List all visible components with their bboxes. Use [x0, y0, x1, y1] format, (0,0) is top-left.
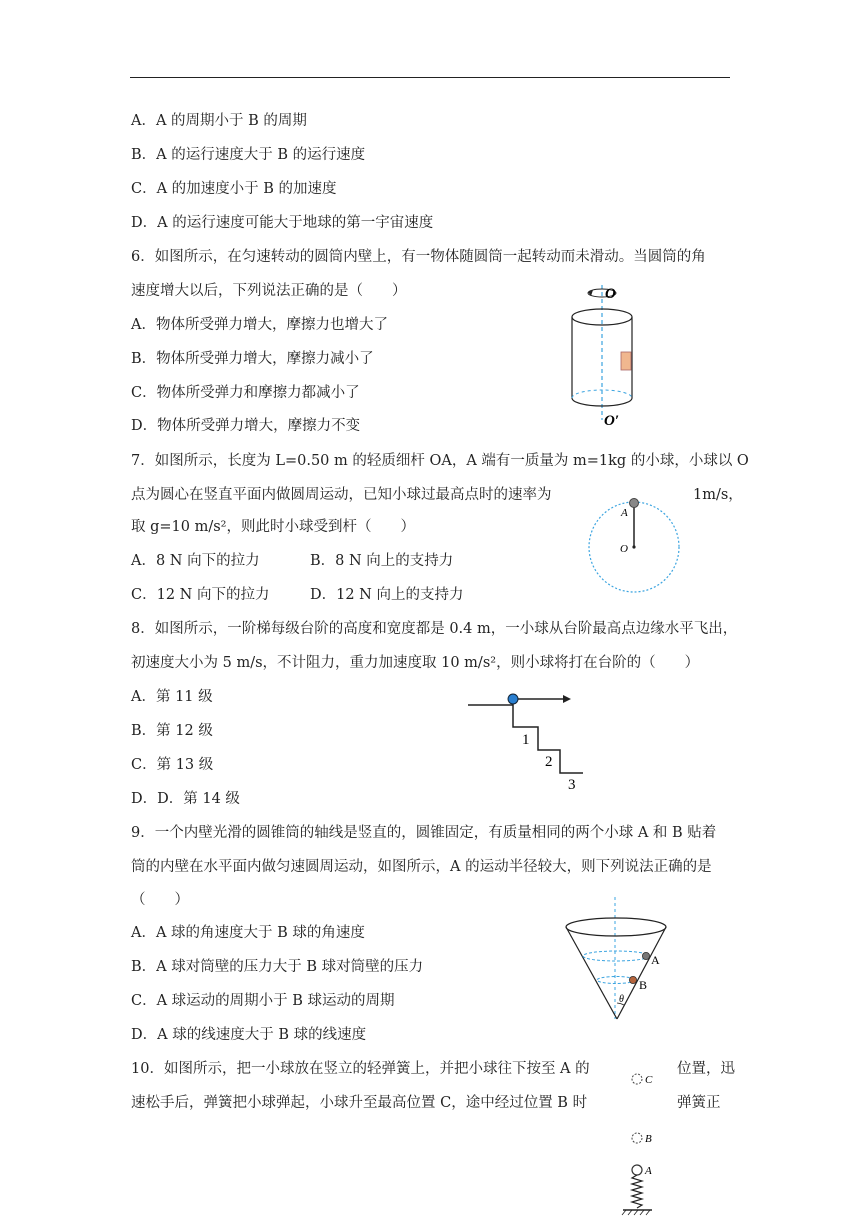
q6-option-d: D．物体所受弹力增大，摩擦力不变: [131, 418, 361, 434]
q5-option-d: D．A 的运行速度可能大于地球的第一宇宙速度: [131, 215, 434, 231]
q6-label-o: O: [605, 286, 616, 302]
q8-step-1: 1: [522, 732, 530, 748]
q9-option-d: D．A 球的线速度大于 B 球的线速度: [131, 1027, 367, 1043]
q5-option-c: C．A 的加速度小于 B 的加速度: [131, 181, 337, 197]
q7-option-c: C．12 N 向下的拉力: [131, 587, 270, 603]
q8-stairs-figure: [465, 688, 595, 798]
q10-stem-line1b: 位置，迅: [677, 1061, 735, 1077]
q10-label-a: A: [645, 1165, 652, 1177]
q9-option-a: A．A 球的角速度大于 B 球的角速度: [131, 925, 365, 941]
q6-label-o-prime: O′: [604, 413, 620, 429]
header-rule: [130, 77, 730, 78]
q6-stem-line1: 6．如图所示，在匀速转动的圆筒内壁上，有一物体随圆筒一起转动而未滑动。当圆筒的角: [131, 249, 706, 265]
q5-option-b: B．A 的运行速度大于 B 的运行速度: [131, 147, 366, 163]
q7-stem-line2a: 点为圆心在竖直平面内做圆周运动，已知小球过最高点时的速率为: [131, 487, 552, 503]
q8-option-b: B．第 12 级: [131, 723, 213, 739]
q8-stem-line1: 8．如图所示，一阶梯每级台阶的高度和宽度都是 0.4 m，一小球从台阶最高点边缘水平飞出，: [131, 621, 738, 637]
q9-option-b: B．A 球对筒壁的压力大于 B 球对筒壁的压力: [131, 959, 424, 975]
q10-stem-line1a: 10．如图所示，把一小球放在竖立的轻弹簧上，并把小球往下按至 A 的: [131, 1061, 590, 1077]
q9-option-c: C．A 球运动的周期小于 B 球运动的周期: [131, 993, 395, 1009]
q7-circle-figure: [585, 495, 685, 595]
q7-label-a: A: [621, 507, 628, 519]
q10-label-b: B: [645, 1133, 652, 1145]
q6-option-c: C．物体所受弹力和摩擦力都减小了: [131, 385, 360, 401]
q9-label-b: B: [639, 978, 648, 992]
q9-stem-line3: （ ）: [131, 892, 189, 908]
q10-stem-line2b: 弹簧正: [677, 1095, 721, 1111]
q7-option-a: A．8 N 向下的拉力: [131, 553, 260, 569]
q7-stem-line1: 7．如图所示，长度为 L=0.50 m 的轻质细杆 OA，A 端有一质量为 m=1kg 的小球，小球以 O: [131, 453, 749, 469]
q7-option-d: D．12 N 向上的支持力: [310, 587, 464, 603]
q9-stem-line2: 筒的内壁在水平面内做匀速圆周运动，如图所示，A 的运动半径较大，则下列说法正确的是: [131, 859, 712, 875]
q8-step-3: 3: [568, 777, 576, 793]
q6-stem-line2: 速度增大以后，下列说法正确的是（ ）: [131, 283, 407, 299]
q9-label-theta: θ: [619, 994, 624, 1005]
q10-stem-line2a: 速松手后，弹簧把小球弹起，小球升至最高位置 C，途中经过位置 B 时: [131, 1095, 588, 1111]
q8-stem-line2: 初速度大小为 5 m/s，不计阻力，重力加速度取 10 m/s²，则小球将打在台阶的（ ）: [131, 655, 700, 671]
q6-option-b: B．物体所受弹力增大，摩擦力减小了: [131, 351, 374, 367]
q8-option-c: C．第 13 级: [131, 757, 214, 773]
q7-stem-line2b: 1m/s，: [693, 487, 743, 503]
q8-step-2: 2: [545, 754, 553, 770]
q9-cone-figure: [560, 895, 680, 1025]
q5-option-a: A．A 的周期小于 B 的周期: [131, 113, 307, 129]
q10-spring-figure: [620, 1068, 670, 1216]
q10-label-c: C: [645, 1074, 653, 1086]
q6-cylinder-figure: [560, 280, 680, 430]
q9-stem-line1: 9．一个内壁光滑的圆锥筒的轴线是竖直的，圆锥固定，有质量相同的两个小球 A 和 B 贴着: [131, 825, 717, 841]
q8-option-a: A．第 11 级: [131, 689, 213, 705]
q9-label-a: A: [651, 953, 660, 967]
q7-option-b: B．8 N 向上的支持力: [310, 553, 454, 569]
q7-stem-line3: 取 g=10 m/s²，则此时小球受到杆（ ）: [131, 519, 415, 535]
q6-option-a: A．物体所受弹力增大，摩擦力也增大了: [131, 317, 388, 333]
q7-label-o: O: [620, 543, 628, 555]
q8-option-d: D．D．第 14 级: [131, 791, 240, 807]
